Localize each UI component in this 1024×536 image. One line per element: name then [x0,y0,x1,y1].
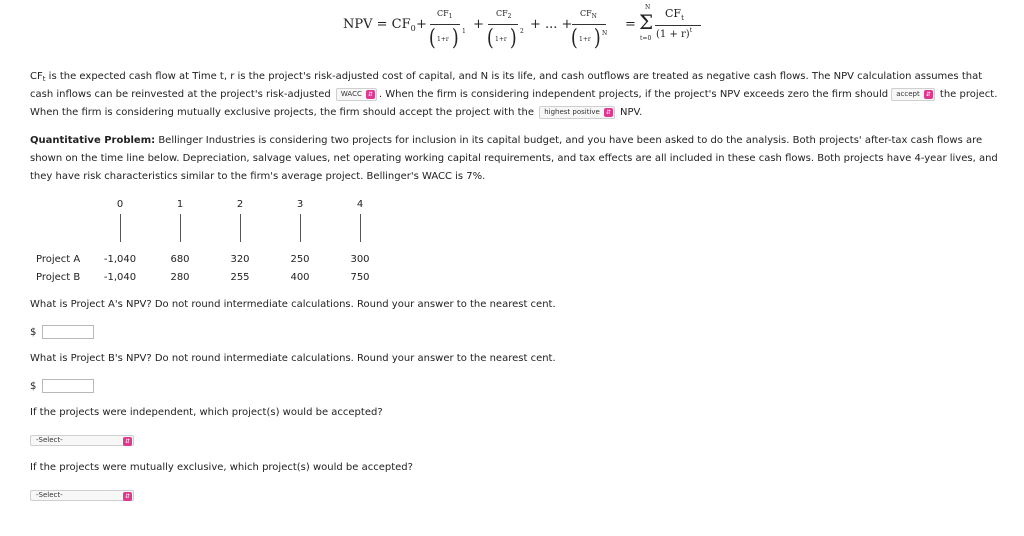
project-a-cf-3: 250 [290,254,310,265]
mutually-exclusive-projects-select[interactable] [30,490,134,501]
problem-text: Bellinger Industries is considering two projects for inclusion in its capital budget, and you have been asked to do the analysis. Both projects' after-tax cash flows are shown on the time line below. Depreciation, salvage values, net operating working capital requirements, and tax effects are all included in these cash flows. Both projects have 4-year lives, and they have risk characteristics similar to the firm's average project. Bellinger's WACC is 7%. [30,135,998,182]
explanation-text-2: . When the firm is considering independent projects, if the project's NPV exceeds zero the firm should [378,89,892,100]
formula-bar-n [572,24,606,25]
formula-bar-sum [655,25,701,26]
project-a-cf-0: -1,040 [103,254,137,265]
period-tick-3 [300,214,301,242]
formula-base-2: 1+r [495,36,507,43]
formula-lhs: NPV = $CF_0$ [343,17,416,33]
period-tick-2 [240,214,241,242]
formula-sigma: Σ [639,10,654,34]
formula-ellipsis: + ... + [530,17,573,32]
question-mutually-exclusive: If the projects were mutually exclusive, which project(s) would be accepted? [30,462,413,473]
mutually-exclusive-select-value: -Select- [36,491,63,499]
project-b-cf-2: 255 [230,272,250,283]
formula-bar-2 [488,24,518,25]
period-tick-0 [120,214,121,242]
mutually-exclusive-select[interactable]: highest positive ⇵ [539,106,615,119]
project-a-label: Project A [36,254,81,265]
formula-paren-open-2: ( [486,26,494,51]
formula-base-n: 1+r [579,36,591,43]
formula-denom: $(1 + r)^t$ [656,27,693,40]
formula-base-1: 1+r [437,36,449,43]
project-a-cf-1: 680 [170,254,190,265]
explanation-text-4: NPV. [616,107,643,118]
project-b-cf-3: 400 [290,272,310,283]
formula-paren-close-n: ) [593,26,601,51]
formula-paren-close-1: ) [451,26,459,51]
problem-heading: Quantitative Problem: [30,135,156,146]
project-b-cf-1: 280 [170,272,190,283]
formula-cf2: $CF_2$ [496,9,512,20]
formula-plus-1: + [416,17,427,32]
period-label-2: 2 [236,199,244,210]
independent-select-value: -Select- [36,436,63,444]
period-label-4: 4 [356,199,364,210]
dollar-sign-b: $ [30,381,37,392]
formula-cfn: $CF_N$ [580,9,597,20]
project-b-cf-0: -1,040 [103,272,137,283]
project-a-cf-4: 300 [350,254,370,265]
question-npv-b: What is Project B's NPV? Do not round intermediate calculations. Round your answer to the nearest cent. [30,353,556,364]
formula-cf1: $CF_1$ [437,9,453,20]
project-a-cf-2: 320 [230,254,250,265]
formula-sum-top: N [645,4,651,11]
formula-plus-2: + [473,17,484,32]
formula-equals: = [625,17,636,32]
formula-exp-2: 2 [520,28,524,35]
independent-decision-select[interactable]: accept ⇵ [891,88,934,101]
period-label-0: 0 [116,199,124,210]
dollar-sign-a: $ [30,327,37,338]
npv-b-input[interactable] [42,379,94,393]
npv-explanation [30,68,1000,122]
reinvest-rate-select[interactable]: WACC ⇵ [336,88,377,101]
formula-paren-close-2: ) [509,26,517,51]
period-label-1: 1 [176,199,184,210]
formula-exp-1: 1 [462,28,466,35]
question-independent: If the projects were independent, which project(s) would be accepted? [30,407,383,418]
formula-paren-open-n: ( [570,26,578,51]
project-b-label: Project B [36,272,81,283]
chevron-updown-icon: ⇵ [124,493,131,500]
chevron-updown-icon: ⇵ [925,90,931,98]
npv-formula [0,4,1024,60]
explanation-text-1: is the expected cash flow at Time t, r is the project's risk-adjusted cost of capital, and N is its life, and cash outflows are treated as negative cash flows. The NPV calculation assumes that cash inflows can be reinvested at the project's risk-adjusted [30,71,983,100]
cf-symbol: $CF_t$ [30,71,46,83]
project-b-cf-4: 750 [350,272,370,283]
formula-bar-1 [430,24,460,25]
chevron-updown-icon: ⇵ [605,108,611,116]
question-npv-a: What is Project A's NPV? Do not round intermediate calculations. Round your answer to the nearest cent. [30,299,556,310]
explanation-text-3: the project. When the firm is considering mutually exclusive projects, the firm should accept the project with the [30,89,998,118]
formula-cft: $CF_t$ [665,7,684,22]
chevron-updown-icon: ⇵ [124,438,131,445]
formula-exp-n: N [602,30,608,37]
formula-paren-open-1: ( [428,26,436,51]
period-tick-1 [180,214,181,242]
period-label-3: 3 [296,199,304,210]
independent-projects-select[interactable] [30,435,134,446]
quantitative-problem [30,132,1000,186]
period-tick-4 [360,214,361,242]
formula-sum-bottom: t=0 [640,35,652,42]
chevron-updown-icon: ⇵ [367,90,373,98]
npv-a-input[interactable] [42,325,94,339]
